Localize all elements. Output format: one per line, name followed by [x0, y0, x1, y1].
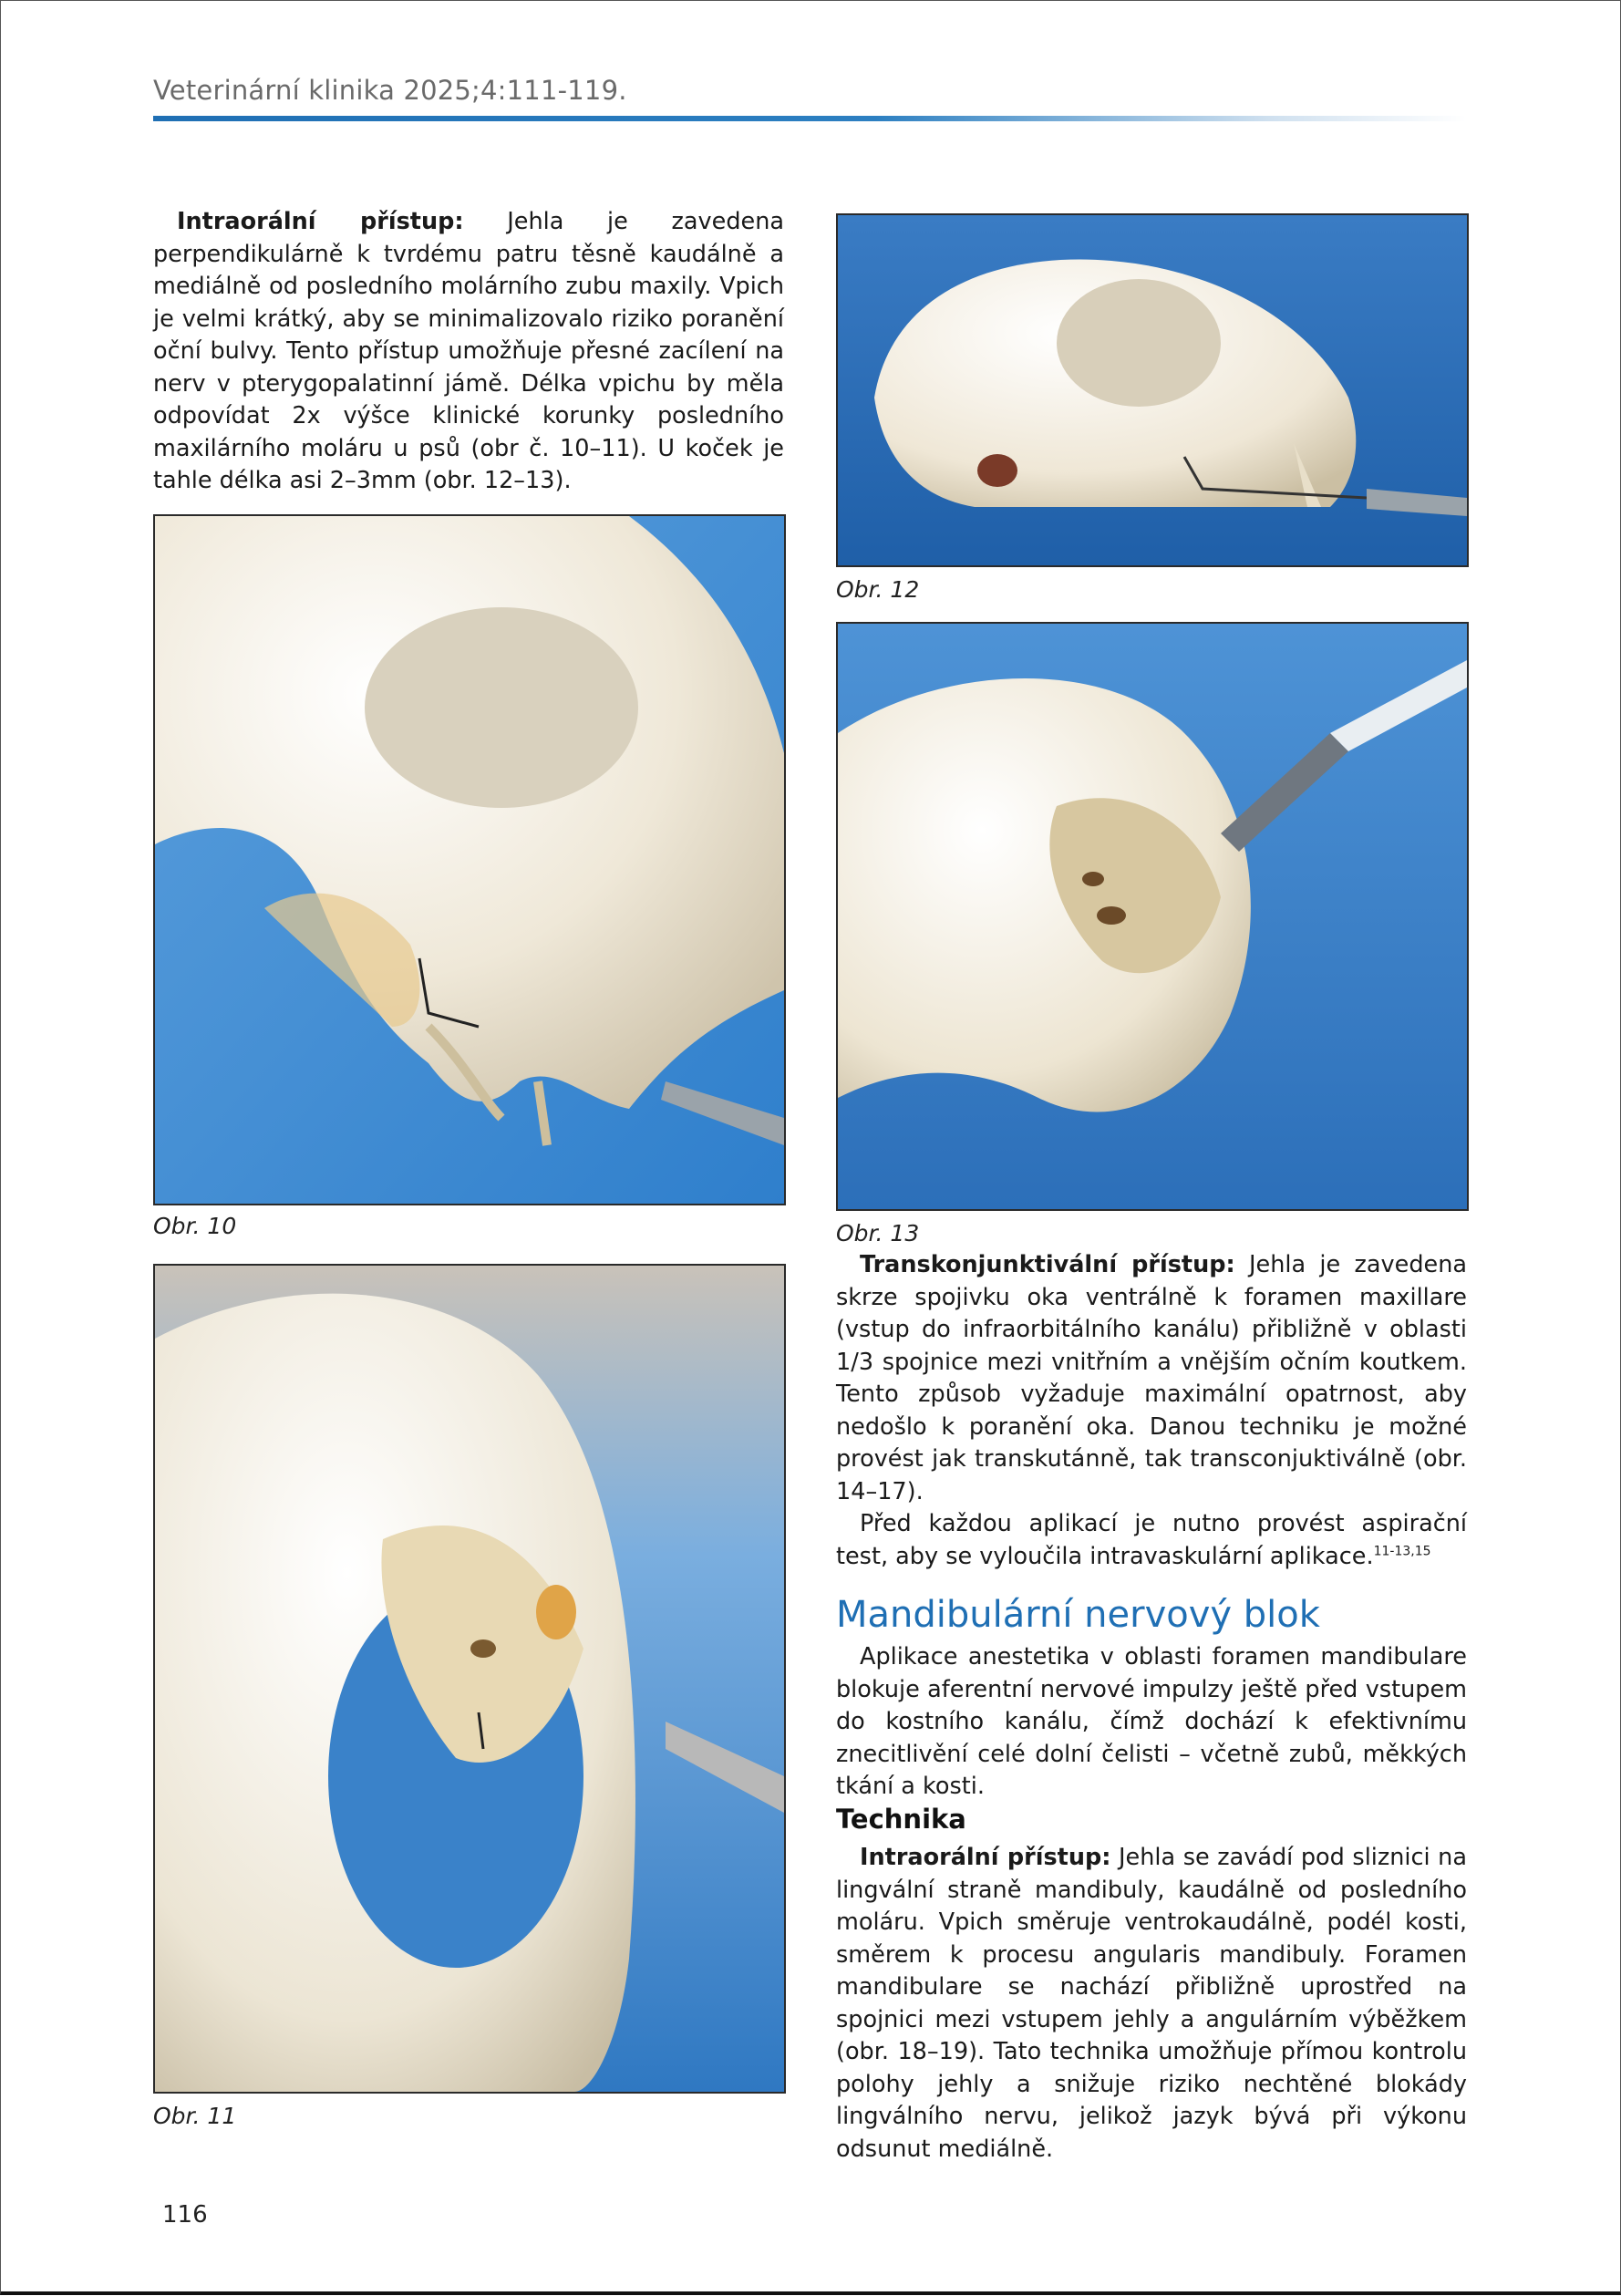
header-rule [153, 116, 1466, 121]
figure-11-photo [153, 1264, 786, 2094]
intraoral-text: Jehla je zavedena perpendikulárně k tvrdému patru těsně kaudálně a mediálně od posledního molárního zubu maxily. Vpich je velmi krátký, aby se minimalizovalo riziko poranění oční bulvy. Tento přístup umožňuje přesné zacílení na nerv v pterygopalatinní jámě. Délka vpichu by měla odpovídat 2x výšce klinické korunky posledního maxilárního moláru u psů (obr č. 10–11). U koček je tahle délka asi 2–3mm (obr. 12–13). [153, 208, 784, 494]
dog-skull-photo [155, 516, 784, 1204]
aspiration-reference: 11-13,15 [1373, 1544, 1431, 1558]
intraoral-lead: Intraorální přístup: [177, 208, 464, 235]
cat-skull-side-photo [838, 215, 1467, 565]
figure-12-caption: Obr. 12 [836, 576, 920, 603]
left-column-text [153, 206, 784, 498]
figure-10-caption: Obr. 10 [153, 1213, 237, 1239]
page-number: 116 [162, 2201, 208, 2229]
section-heading-mandibular: Mandibulární nervový blok [836, 1594, 1320, 1636]
figure-13-caption: Obr. 13 [836, 1220, 920, 1246]
technika-text [836, 1842, 1467, 2166]
transconjunctival-paragraph [836, 1249, 1467, 1508]
mandibular-intro [836, 1641, 1467, 1804]
technika-body: Jehla se zavádí pod sliznici na lingvální straně mandibuly, kaudálně od posledního moláru. Vpich směruje ventrokaudálně, podél kosti, směrem k procesu angularis mandibuly. Foramen mandibulare se nachází přibližně uprostřed na spojnici mezi vstupem jehly a angulárním výběžkem (obr. 18–19). Tato technika umožňuje přímou kontrolu polohy jehly a snižuje riziko nechtěné blokády lingválního nervu, jelikož jazyk bývá při výkonu odsunut mediálně. [836, 1844, 1467, 2163]
figure-10-photo [153, 514, 786, 1205]
aspiration-text: Před každou aplikací je nutno provést aspirační test, aby se vyloučila intravaskulární aplikace. [836, 1510, 1467, 1570]
aspiration-paragraph [836, 1508, 1467, 1573]
transconjunctival-text: Jehla je zavedena skrze spojivku oka ventrálně k foramen maxillare (vstup do infraorbitálního kanálu) přibližně v oblasti 1/3 spojnice mezi vnitřním a vnějším očním koutkem. Tento způsob vyžaduje maximální opatrnost, aby nedošlo k poranění oka. Danou techniku je možné provést jak transkutánně, tak transconjuktiválně (obr. 14–17). [836, 1251, 1467, 1505]
transconjunctival-lead: Transkonjunktivální přístup: [860, 1251, 1235, 1278]
figure-11-caption: Obr. 11 [153, 2103, 237, 2129]
cat-skull-orbit-photo [838, 624, 1467, 1209]
dog-skull-orbit-photo [155, 1266, 784, 2092]
figure-12-photo [836, 213, 1469, 567]
right-column-text [836, 1249, 1467, 1573]
mandibular-paragraph: Aplikace anestetika v oblasti foramen mandibulare blokuje aferentní nervové impulzy ještě před vstupem do kostního kanálu, čímž dochází k efektivnímu znecitlivění celé dolní čelisti – včetně zubů, měkkých tkání a kosti. [836, 1643, 1467, 1800]
technika-lead: Intraorální přístup: [860, 1844, 1111, 1871]
intraoral-paragraph [153, 206, 784, 498]
figure-13-photo [836, 622, 1469, 1211]
journal-header: Veterinární klinika 2025;4:111-119. [153, 75, 627, 106]
subheading-technika: Technika [836, 1804, 966, 1835]
technika-paragraph [836, 1842, 1467, 2166]
